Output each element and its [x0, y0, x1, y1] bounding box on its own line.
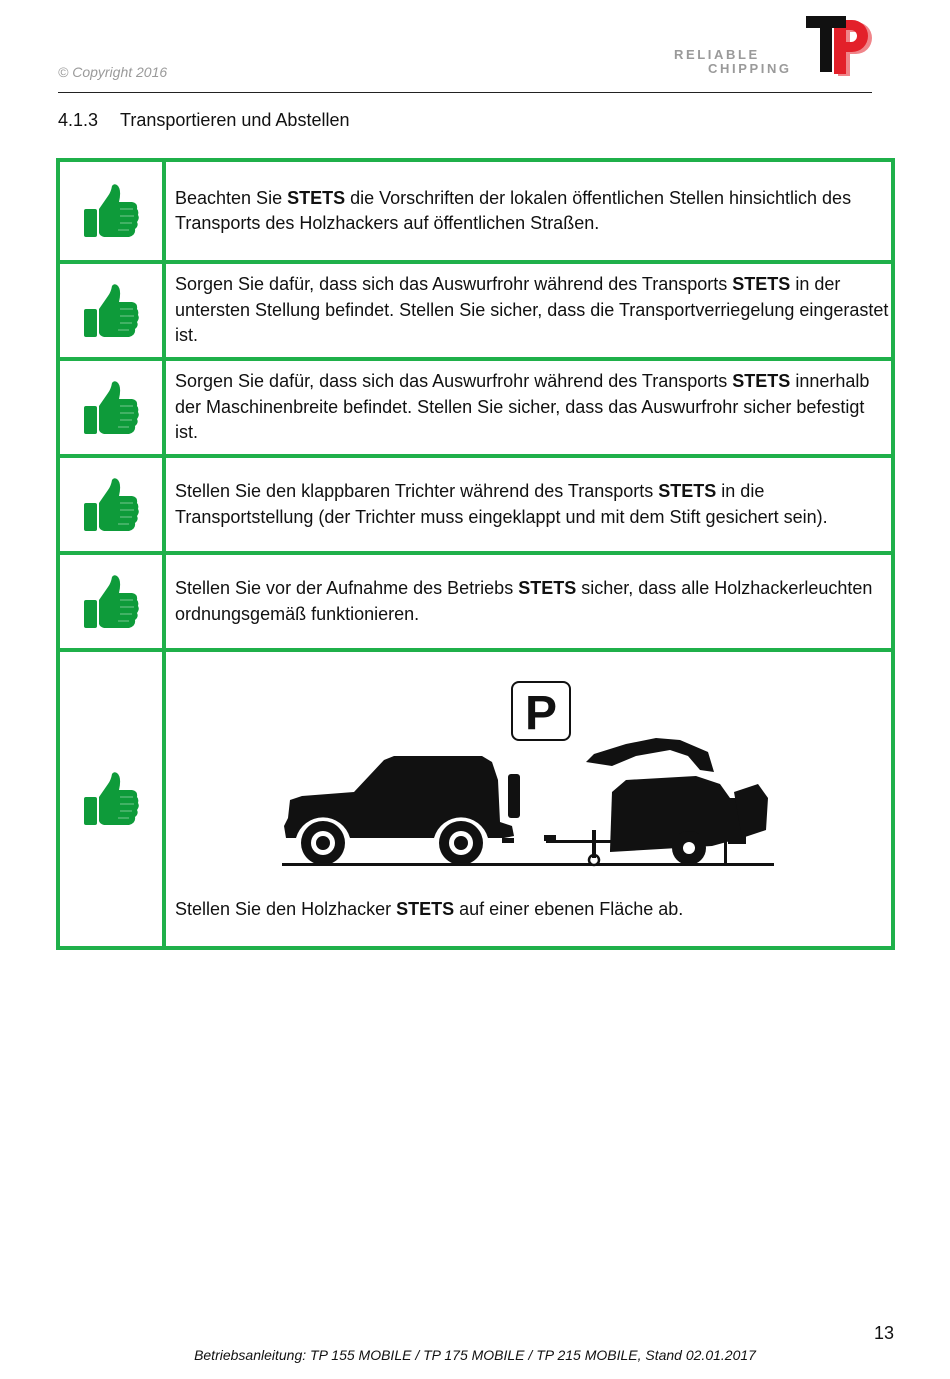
- thumbs-up-icon: [82, 182, 140, 240]
- section-heading: [58, 110, 349, 131]
- instruction-caption: Stellen Sie den Holzhacker STETS auf einer ebenen Fläche ab.: [175, 899, 684, 919]
- tp-logo-mark: [804, 14, 876, 76]
- icon-cell: [60, 162, 166, 260]
- icon-cell: [60, 652, 166, 946]
- ground-line: [282, 863, 774, 866]
- logo-tagline: [674, 48, 792, 76]
- page-number: 13: [874, 1323, 895, 1343]
- instruction-row: [60, 454, 891, 551]
- header-divider: [58, 92, 872, 93]
- thumbs-up-icon: [82, 379, 140, 437]
- car-silhouette-icon: [284, 756, 520, 865]
- wood-chipper-silhouette-icon: [544, 738, 768, 865]
- icon-cell: [60, 458, 166, 551]
- instruction-row: [60, 648, 891, 946]
- instruction-text: [166, 652, 891, 946]
- instruction-text: Sorgen Sie dafür, dass sich das Auswurfrohr während des Transports STETS in der untersten Stellung befindet. Stellen Sie sicher, dass die Transportverriegelung eingerastet ist.: [175, 274, 889, 346]
- instruction-row: [60, 357, 891, 454]
- instruction-table: [56, 158, 895, 950]
- icon-cell: [60, 361, 166, 454]
- section-number: 4.1.3: [58, 110, 99, 130]
- copyright-notice: © Copyright 2016: [58, 64, 168, 80]
- logo-tagline-line2: CHIPPING: [708, 61, 792, 76]
- thumbs-up-icon: [82, 573, 140, 631]
- parking-sign-icon: [512, 682, 570, 740]
- footer-text: Betriebsanleitung: TP 155 MOBILE / TP 175 MOBILE / TP 215 MOBILE, Stand 02.01.2017: [194, 1347, 756, 1363]
- instruction-row: [60, 162, 891, 260]
- instruction-text: Stellen Sie vor der Aufnahme des Betriebs STETS sicher, dass alle Holzhackerleuchten ordnungsgemäß funktionieren.: [175, 578, 873, 624]
- icon-cell: [60, 555, 166, 648]
- icon-cell: [60, 264, 166, 357]
- logo-tagline-line1: RELIABLE: [674, 47, 760, 62]
- svg-text:P: P: [524, 687, 558, 740]
- instruction-row: [60, 260, 891, 357]
- thumbs-up-icon: [82, 770, 140, 828]
- thumbs-up-icon: [82, 282, 140, 340]
- company-logo: [672, 14, 882, 80]
- section-title: Transportieren und Abstellen: [120, 110, 350, 130]
- thumbs-up-icon: [82, 476, 140, 534]
- instruction-text: Beachten Sie STETS die Vorschriften der lokalen öffentlichen Stellen hinsichtlich des Transports des Holzhackers auf öffentlichen Straßen.: [175, 187, 852, 233]
- instruction-row: [60, 551, 891, 648]
- parking-illustration: [276, 680, 776, 870]
- instruction-text: Stellen Sie den klappbaren Trichter während des Transports STETS in die Transportstellung (der Trichter muss eingeklappt und mit dem Stift gesichert sein).: [175, 481, 828, 527]
- instruction-text: Sorgen Sie dafür, dass sich das Auswurfrohr während des Transports STETS innerhalb der Maschinenbreite befindet. Stellen Sie sicher, dass das Auswurfrohr sicher befestigt ist.: [175, 371, 870, 443]
